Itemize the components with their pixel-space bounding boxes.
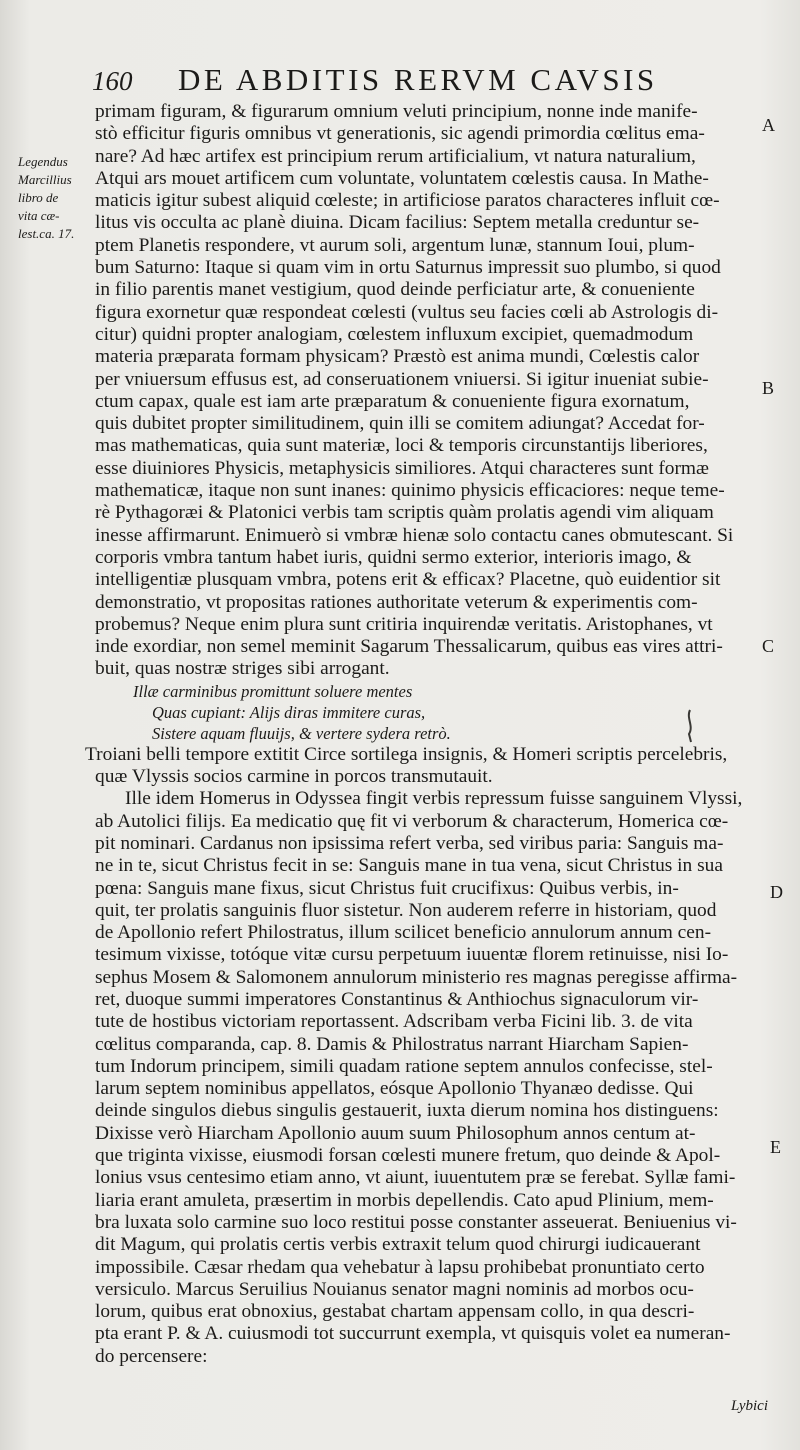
text-line: lorum, quibus erat obnoxius, gestabat chartam appensam collo, in qua descri- (95, 1301, 695, 1323)
catchword: Lybici (730, 1398, 768, 1414)
text-line: bum Saturno: Itaque si quam vim in ortu Saturnus impressit suo plumbo, si quod (95, 257, 721, 279)
text-line: quæ Vlyssis socios carmine in porcos transmutauit. (95, 766, 493, 788)
text-line: corporis vmbra tantum habet iuris, quidni sermo exterior, interioris imago, & (95, 546, 692, 568)
text-line: maticis igitur subest aliquid cœleste; in artificiose paratos characteres influit cœ- (95, 190, 720, 212)
text-line: intelligentiæ plusquam vmbra, potens erit & efficax? Placetne, quò euidentior sit (95, 569, 721, 591)
text-line: de Apollonio refert Philostratus, illum scilicet beneficio annulorum annum cen- (95, 922, 712, 944)
text-line: ptem Planetis respondere, vt aurum soli, argentum lunæ, stannum Ioui, plum- (95, 234, 695, 256)
verse-line: Sistere aquam fluuijs, & vertere sydera retrò. (152, 723, 451, 743)
text-line: liaria erant amuleta, præsertim in morbis depellendis. Cato apud Plinium, mem- (95, 1189, 714, 1211)
text-line: probemus? Neque enim plura sunt critiria inquirendæ veritatis. Aristophanes, vt (95, 613, 713, 635)
text-line: nare? Ad hæc artifex est principium rerum artificialium, vt natura naturalium, (95, 145, 696, 167)
text-line: quis dubitet propter similitudinem, quin illi se comitem adiungat? Accedat for- (95, 413, 705, 435)
text-line: impossibile. Cæsar rhedam qua vehebatur à lapsu prohibebat pronuntiato certo (95, 1256, 705, 1278)
text-line: ctum capax, quale est iam arte præparatum & conueniente figura exornatum, (95, 390, 690, 412)
text-line: inesse affirmarunt. Enimuerò si vmbræ hienæ solo contactu canes obmutescant. Si (95, 524, 734, 546)
text-line: esse diuiniores Physicis, metaphysicis similiores. Atqui characteres sunt formæ (95, 457, 709, 479)
running-title: DE ABDITIS RERVM CAVSIS (178, 62, 658, 97)
text-line: que triginta vixisse, eiusmodi forsan cœlesti munere fretum, quo deinde & Apol- (95, 1145, 721, 1167)
text-line: buit, quas nostræ striges sibi arrogant. (95, 658, 390, 680)
margin-note (18, 153, 90, 243)
text-line: lonius vsus centesimo etiam anno, vt aiunt, iuuentutem præ se ferebat. Syllæ fami- (95, 1167, 736, 1189)
verse-line: Quas cupiant: Alijs diras immitere curas, (152, 702, 426, 722)
text-line: pœna: Sanguis mane fixus, sicut Christus fuit crucifixus: Quibus verbis, in- (95, 877, 679, 899)
margin-letter-a: A (762, 115, 775, 135)
margin-note-line: Marcillius (18, 172, 72, 187)
margin-note-line: libro de (18, 190, 59, 205)
text-line: cœlitus comparanda, cap. 8. Damis & Philostratus narrant Hiarcham Sapien- (95, 1033, 689, 1055)
margin-note-line: lest.ca. 17. (18, 226, 75, 241)
body-text (85, 101, 765, 1368)
margin-letter-e: E (770, 1137, 781, 1157)
text-line: Ille idem Homerus in Odyssea fingit verbis repressum fuisse sanguinem Vlyssi, (125, 788, 743, 810)
margin-note-line: Legendus (18, 154, 68, 169)
text-line: deinde singulos diebus singulis gestauerit, iuxta dierum nomina hos distinguens: (95, 1100, 719, 1122)
text-line: versiculo. Marcus Seruilius Nouianus senator magni nominis ad morbos ocu- (95, 1278, 694, 1300)
text-line: primam figuram, & figurarum omnium veluti principium, nonne inde manife- (95, 101, 698, 122)
text-line: mathematicæ, itaque non sunt inanes: quinimo physicis efficaciores: neque teme- (95, 480, 725, 502)
text-line: do percensere: (95, 1345, 208, 1367)
text-line: ab Autolici filijs. Ea medicatio quę fit vi verborum & characterum, Homerica cœ- (95, 810, 729, 832)
text-line: Dixisse verò Hiarcham Apollonio auum suum Philosophum annos centum at- (95, 1122, 696, 1144)
text-line: in filio parentis manet vestigium, quod deinde perficiatur arte, & conueniente (95, 279, 695, 301)
text-line: ne in te, sicut Christus fecit in se: Sanguis mane in tua vena, sicut Christus in sua (95, 855, 723, 877)
text-line: pit nominari. Cardanus non ipsissima refert verba, sed viribus paria: Sanguis ma- (95, 832, 724, 854)
page-header (90, 62, 740, 98)
text-line: citur) quidni propter analogiam, cœlestem influxum excipiet, quemadmodum (95, 323, 694, 345)
text-line: quit, ter prolatis sanguinis fluor sistetur. Non auderem referre in historiam, quod (95, 899, 717, 921)
margin-letter-c: C (762, 636, 775, 656)
text-line: tesimum vixisse, totóque vitæ cursu perpetuum iuuentæ florem retinuisse, nisi Io- (95, 944, 729, 966)
text-line: litus vis occulta ac planè diuina. Dicam facilius: Septem metalla creduntur se- (95, 212, 700, 234)
text-line: materia præparata formam physicam? Præstò est anima mundi, Cœlestis calor (95, 346, 700, 368)
margin-letter-d: D (770, 882, 783, 902)
text-line: larum septem nominibus appellatos, eósque Apollonio Thyanæo dedisse. Qui (95, 1078, 694, 1100)
verse-line: Illæ carminibus promittunt soluere mentes (133, 681, 413, 701)
text-line: per vniuersum effusus est, ad conseruationem vniuersi. Si igitur inueniat subie- (95, 368, 709, 390)
text-line: demonstratio, vt propositas rationes authoritate veterum & experimentis com- (95, 591, 698, 613)
text-line: bra luxata solo carmine suo loco restitui posse constanter asseuerat. Beniuenius vi- (95, 1211, 737, 1233)
text-line: tute de hostibus victoriam reportassent. Adscribam verba Ficini lib. 3. de vita (95, 1011, 693, 1033)
text-line: mas mathematicas, quia sunt materiæ, loci & temporis circunstantijs liberiores, (95, 435, 708, 457)
margin-letter-b: B (762, 378, 775, 398)
text-line: inde exordiar, non semel meminit Sagarum Thessalicarum, quibus eas vires attri- (95, 636, 723, 658)
text-line: tum Indorum principem, simili quadam ratione septem annulos confecisse, stel- (95, 1055, 713, 1077)
text-line: pta erant P. & A. cuiusmodi tot succurrunt exempla, vt quisquis volet ea numeran- (95, 1323, 731, 1345)
text-line: dit Magum, qui prolatis certis verbis extraxit telum quod chirurgi iudicauerant (95, 1234, 701, 1256)
text-line: Atqui ars mouet artificem cum voluntate, voluntatem cœlestis causa. In Mathe- (95, 167, 709, 189)
text-line: stò efficitur figuris omnibus vt generationis, sic agendi primordia cœlitus ema- (95, 123, 705, 145)
text-line: Troiani belli tempore extitit Circe sortilega insignis, & Homeri scriptis percelebris, (85, 743, 728, 765)
page-number: 160 (92, 66, 133, 96)
margin-note-line: vita cæ- (18, 208, 60, 223)
text-line: ret, duoque summi imperatores Constantinus & Anthiochus signaculorum vir- (95, 988, 699, 1010)
text-line: rè Pythagoræi & Platonici verbis tam scriptis quàm prolatis agendi vim aliquam (95, 502, 714, 524)
text-line: figura exornetur quæ respondeat cœlesti (vultus seu facies cœli ab Astrologis di- (95, 301, 719, 323)
text-line: sephus Mosem & Salomonem annulorum ministerio res magnas peregisse affirma- (95, 966, 738, 988)
